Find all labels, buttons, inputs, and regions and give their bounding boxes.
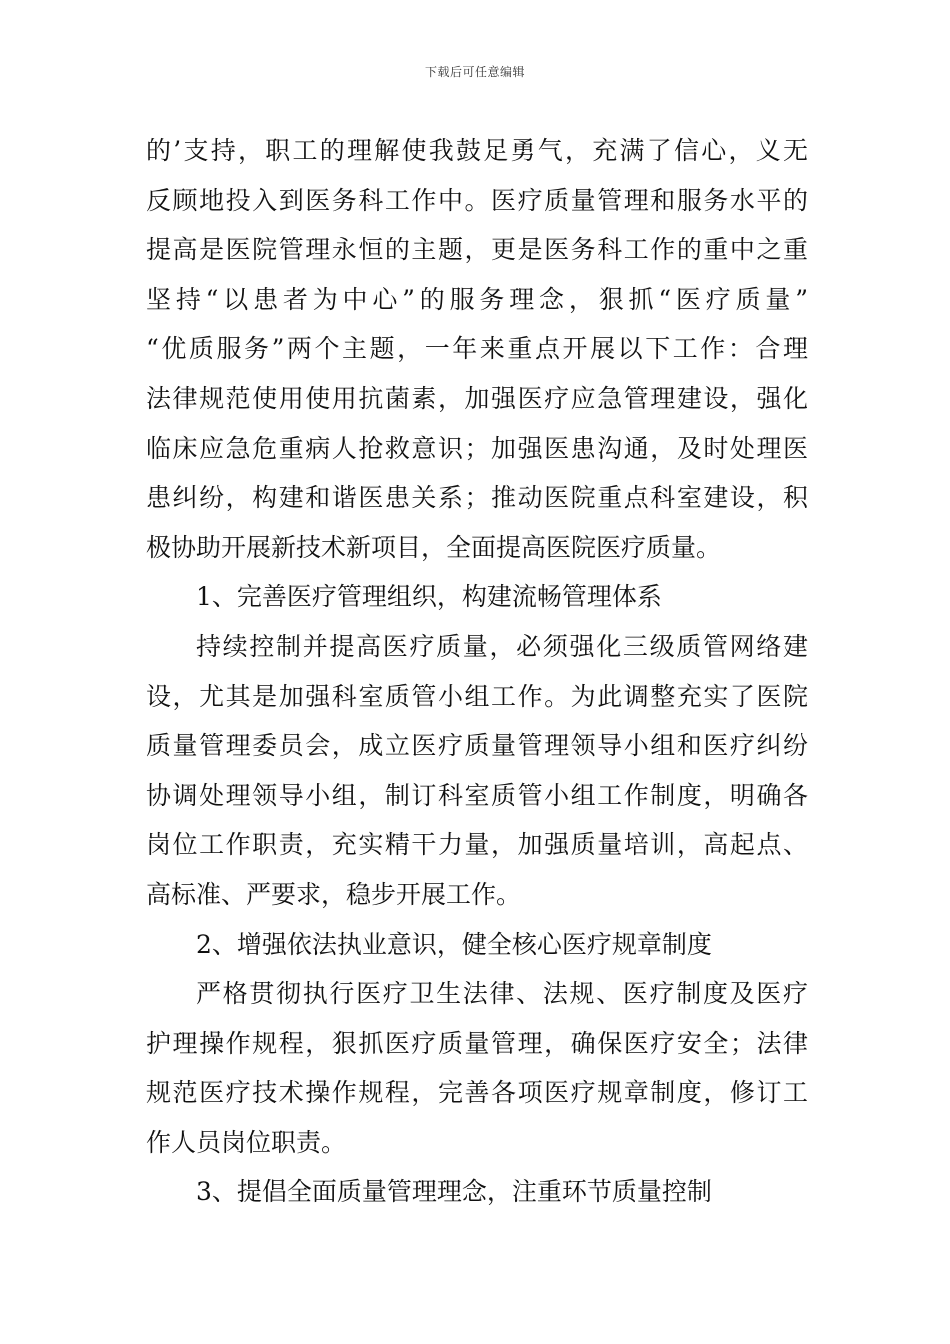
text-line: 患纠纷，构建和谐医患关系；推动医院重点科室建设，积	[146, 483, 808, 513]
text-line: 的’支持，职工的理解使我鼓足勇气，充满了信心，义无	[146, 136, 808, 165]
document-body	[146, 126, 808, 1217]
text-line: 设，尤其是加强科室质管小组工作。为此调整充实了医院	[146, 681, 808, 711]
text-line: 极协助开展新技术新项目，全面提高医院医疗质量。	[146, 532, 722, 562]
text-line: 护理操作规程，狠抓医疗质量管理，确保医疗安全；法律	[146, 1028, 808, 1058]
text-line: 岗位工作职责，充实精干力量，加强质量培训，高起点、	[146, 830, 808, 860]
text-line: 协调处理领导小组，制订科室质管小组工作制度，明确各	[146, 780, 808, 810]
text-line: 临床应急危重病人抢救意识；加强医患沟通，及时处理医	[146, 433, 808, 463]
section-heading: 2、增强依法执业意识，健全核心医疗规章制度	[196, 929, 712, 959]
text-line: 提高是医院管理永恒的主题，更是医务科工作的重中之重	[146, 235, 808, 265]
section-heading: 3、提倡全面质量管理理念，注重环节质量控制	[196, 1177, 712, 1207]
text-line: 严格贯彻执行医疗卫生法律、法规、医疗制度及医疗	[196, 979, 808, 1009]
text-line: 作人员岗位职责。	[146, 1127, 347, 1157]
text-line: “优质服务”两个主题，一年来重点开展以下工作：合理	[146, 334, 808, 364]
text-line: 持续控制并提高医疗质量，必须强化三级质管网络建	[196, 631, 808, 661]
section-heading: 1、完善医疗管理组织，构建流畅管理体系	[196, 582, 662, 612]
text-line: 规范医疗技术操作规程，完善各项医疗规章制度，修订工	[146, 1078, 808, 1108]
text-line: 反顾地投入到医务科工作中。医疗质量管理和服务水平的	[146, 185, 808, 215]
text-line: 坚持“以患者为中心”的服务理念，狠抓“医疗质量”	[146, 284, 808, 314]
text-line: 质量管理委员会，成立医疗质量管理领导小组和医疗纠纷	[146, 731, 808, 761]
page-header-note: 下载后可任意编辑	[424, 65, 525, 79]
text-line: 法律规范使用使用抗菌素，加强医疗应急管理建设，强化	[146, 383, 808, 413]
text-line: 高标准、严要求，稳步开展工作。	[146, 879, 522, 909]
